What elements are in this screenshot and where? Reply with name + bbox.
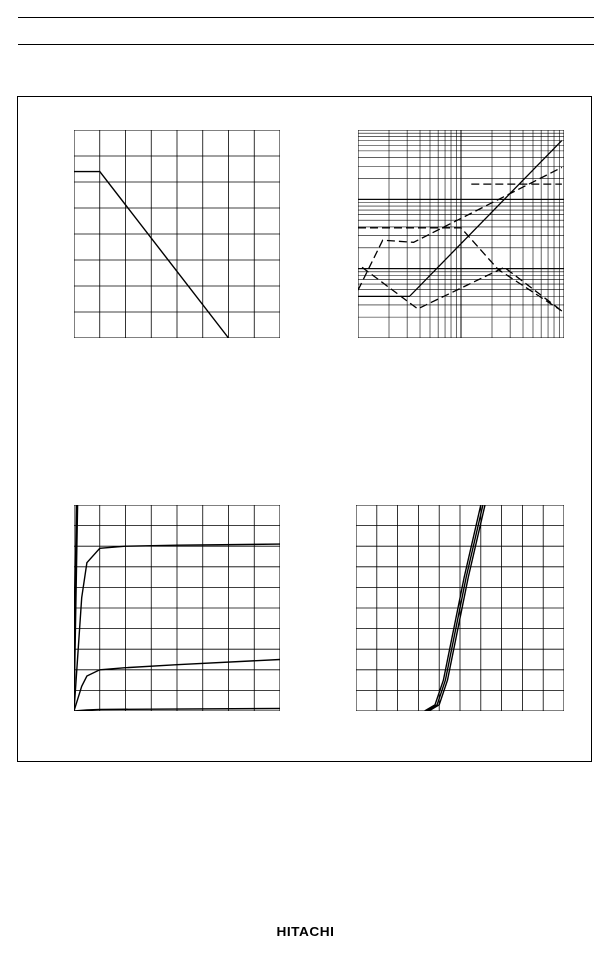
chart-2-series-2	[362, 267, 562, 311]
chart-3-grid	[74, 505, 280, 711]
chart-3	[74, 505, 280, 711]
chart-1-grid	[74, 130, 280, 338]
figure-frame	[17, 96, 592, 762]
chart-2	[358, 130, 564, 338]
header-rule-top	[18, 17, 594, 18]
footer-brand-logo: HITACHI	[276, 924, 335, 939]
header-rule-bottom	[18, 44, 594, 45]
chart-2-grid	[358, 130, 564, 338]
chart-1	[74, 130, 280, 338]
chart-4	[356, 505, 564, 711]
